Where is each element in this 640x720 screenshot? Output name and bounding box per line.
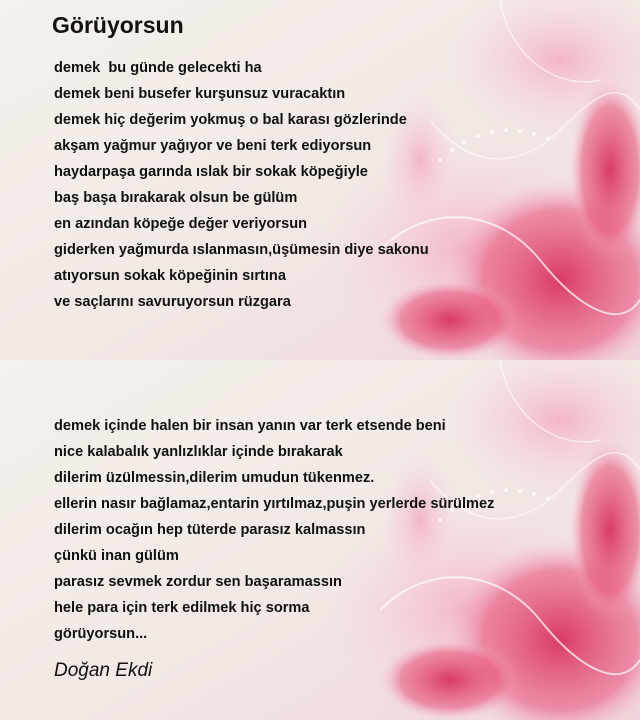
poem-panel-bottom (0, 360, 640, 720)
poem-line: ellerin nasır bağlamaz,entarin yırtılmaz,puşin yerlerde sürülmez (54, 496, 495, 512)
poem-line: atıyorsun sokak köpeğinin sırtına (54, 268, 286, 284)
poem-line: hele para için terk edilmek hiç sorma (54, 600, 310, 616)
poem-line: giderken yağmurda ıslanmasın,üşümesin diye sakonu (54, 242, 429, 258)
poem-line: akşam yağmur yağıyor ve beni terk ediyorsun (54, 138, 372, 154)
poem-line: haydarpaşa garında ıslak bir sokak köpeğiyle (54, 164, 368, 180)
poem-line: dilerim ocağın hep tüterde parasız kalmassın (54, 522, 366, 538)
stanza-2 (54, 413, 494, 647)
poem-line: en azından köpeğe değer veriyorsun (54, 216, 308, 232)
poem-line: demek içinde halen bir insan yanın var terk etsende beni (54, 418, 446, 434)
poem-title: Görüyorsun (52, 12, 184, 38)
poem-line: görüyorsun... (54, 626, 148, 642)
poem-line: parasız sevmek zordur sen başaramassın (54, 574, 342, 590)
poem-line: çünkü inan gülüm (54, 548, 179, 564)
author-signature: Doğan Ekdi (54, 660, 153, 681)
poem-line: demek hiç değerim yokmuş o bal karası gözlerinde (54, 112, 407, 128)
poem-line: baş başa bırakarak olsun be gülüm (54, 190, 298, 206)
poem-line: ve saçlarını savuruyorsun rüzgara (54, 294, 291, 310)
stanza-1 (54, 55, 429, 315)
poem-line: demek bu günde gelecekti ha (54, 60, 262, 76)
poem-line: demek beni busefer kurşunsuz vuracaktın (54, 86, 346, 102)
poem-line: nice kalabalık yanlızlıklar içinde bırakarak (54, 444, 343, 460)
poem-line: dilerim üzülmessin,dilerim umudun tükenmez. (54, 470, 375, 486)
